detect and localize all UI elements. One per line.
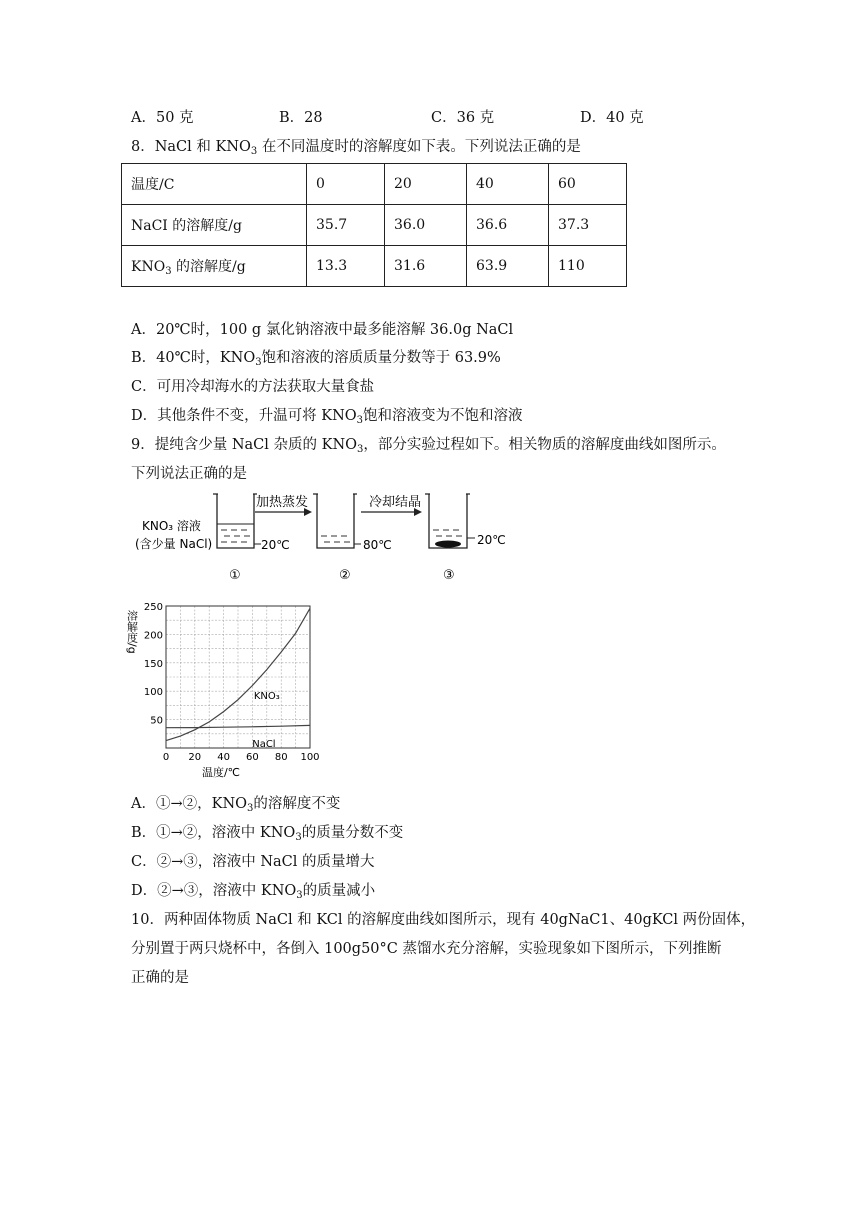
q9-stem-line2: 下列说法正确的是 [131, 466, 247, 482]
impurity-label: (含少量 NaCl) [135, 537, 213, 551]
table-row [122, 164, 627, 205]
x-axis-label: 温度/℃ [201, 766, 241, 779]
temp-label-3: 20℃ [477, 533, 506, 547]
y-tick-label: 100 [143, 687, 163, 699]
step-mark-2: ② [339, 568, 351, 583]
q8-stem: 8．NaCl 和 $KNO_3$ 在不同温度时的溶解度如下表。下列说法正确的是 [131, 139, 581, 157]
table-cell: 63.9 [467, 246, 549, 287]
q8-option-a: A．20℃时，100 g 氯化钠溶液中最多能溶解 36.0g NaCl [131, 322, 514, 338]
q8-option-c: C．可用冷却海水的方法获取大量食盐 [131, 379, 375, 395]
q9-option-c: C．②→③，溶液中 NaCl 的质量增大 [131, 854, 375, 870]
q9-option-a: A．①→②，$KNO_3$的溶解度不变 [131, 796, 341, 814]
x-tick-label: 20 [188, 752, 202, 763]
x-tick-label: 0 [162, 752, 170, 763]
series-label-kno3: KNO₃ [253, 691, 280, 703]
temp-label-2: 80℃ [363, 538, 392, 552]
q7-option-b: B．28 [279, 110, 323, 126]
y-tick-label: 50 [150, 715, 163, 727]
table-cell: 13.3 [307, 246, 385, 287]
table-row [122, 205, 627, 246]
q10-stem-line1: 10．两种固体物质 NaCl 和 KCl 的溶解度曲线如图所示，现有 40gNaC1、40gKCl 两份固体， [131, 912, 756, 928]
q7-option-c: C．36 克 [431, 110, 495, 126]
beaker-1 [213, 494, 261, 548]
q10-stem-line2: 分别置于两只烧杯中，各倒入 100g50°C 蒸馏水充分溶解，实验现象如下图所示，下列推断 [131, 941, 722, 957]
beaker-3 [425, 494, 475, 548]
x-tick-label: 80 [274, 752, 288, 763]
table-cell: 0 [307, 164, 385, 205]
x-tick-label: 60 [246, 752, 259, 763]
table-cell: 35.7 [307, 205, 385, 246]
step-mark-3: ③ [443, 568, 455, 583]
x-tick-label: 100 [300, 752, 320, 763]
solubility-table [121, 163, 627, 287]
y-tick-label: 200 [143, 630, 163, 642]
table-cell: 36.0 [385, 205, 467, 246]
table-cell: 60 [549, 164, 627, 205]
temp-label-1: 20℃ [261, 538, 290, 552]
solubility-curve-chart [125, 598, 338, 780]
q9-option-b: B．①→②，溶液中 $KNO_3$的质量分数不变 [131, 825, 404, 843]
step1-label: 加热蒸发 [256, 495, 309, 510]
q7-option-a: A．50 克 [131, 110, 194, 126]
table-cell: 温度/C [122, 164, 307, 205]
q10-stem-line3: 正确的是 [131, 970, 189, 986]
beaker-2 [313, 494, 361, 548]
q9-stem-line1: 9．提纯含少量 NaCl 杂质的 $KNO_3$，部分实验过程如下。相关物质的溶解度曲线如图所示。 [131, 437, 726, 455]
table-cell: 110 [549, 246, 627, 287]
q7-option-d: D．40 克 [580, 110, 644, 126]
solution-label: KNO₃ 溶液 [142, 519, 201, 533]
table-cell: 36.6 [467, 205, 549, 246]
table-cell: $KNO_3$ 的溶解度/g [122, 246, 307, 287]
table-cell: 20 [385, 164, 467, 205]
q8-option-d: D．其他条件不变，升温可将 $KNO_3$饱和溶液变为不饱和溶液 [131, 408, 523, 426]
step2-label: 冷却结晶 [369, 495, 422, 510]
crystal-deposit [435, 541, 461, 548]
x-tick-label: 40 [217, 752, 230, 763]
y-tick-label: 250 [143, 602, 163, 613]
table-cell: 40 [467, 164, 549, 205]
series-label-nacl: NaCl [252, 738, 276, 750]
step-mark-1: ① [229, 568, 241, 583]
table-cell: NaCI 的溶解度/g [122, 205, 307, 246]
table-cell: 31.6 [385, 246, 467, 287]
q9-option-d: D．②→③，溶液中 $KNO_3$的质量减小 [131, 883, 376, 901]
y-axis-label: 溶解度/g [125, 610, 139, 654]
table-row [122, 246, 627, 287]
y-tick-label: 150 [143, 658, 163, 670]
table-cell: 37.3 [549, 205, 627, 246]
crystallization-process-diagram [135, 488, 535, 588]
q8-option-b: B．40℃时，$KNO_3$饱和溶液的溶质质量分数等于 63.9% [131, 350, 501, 368]
